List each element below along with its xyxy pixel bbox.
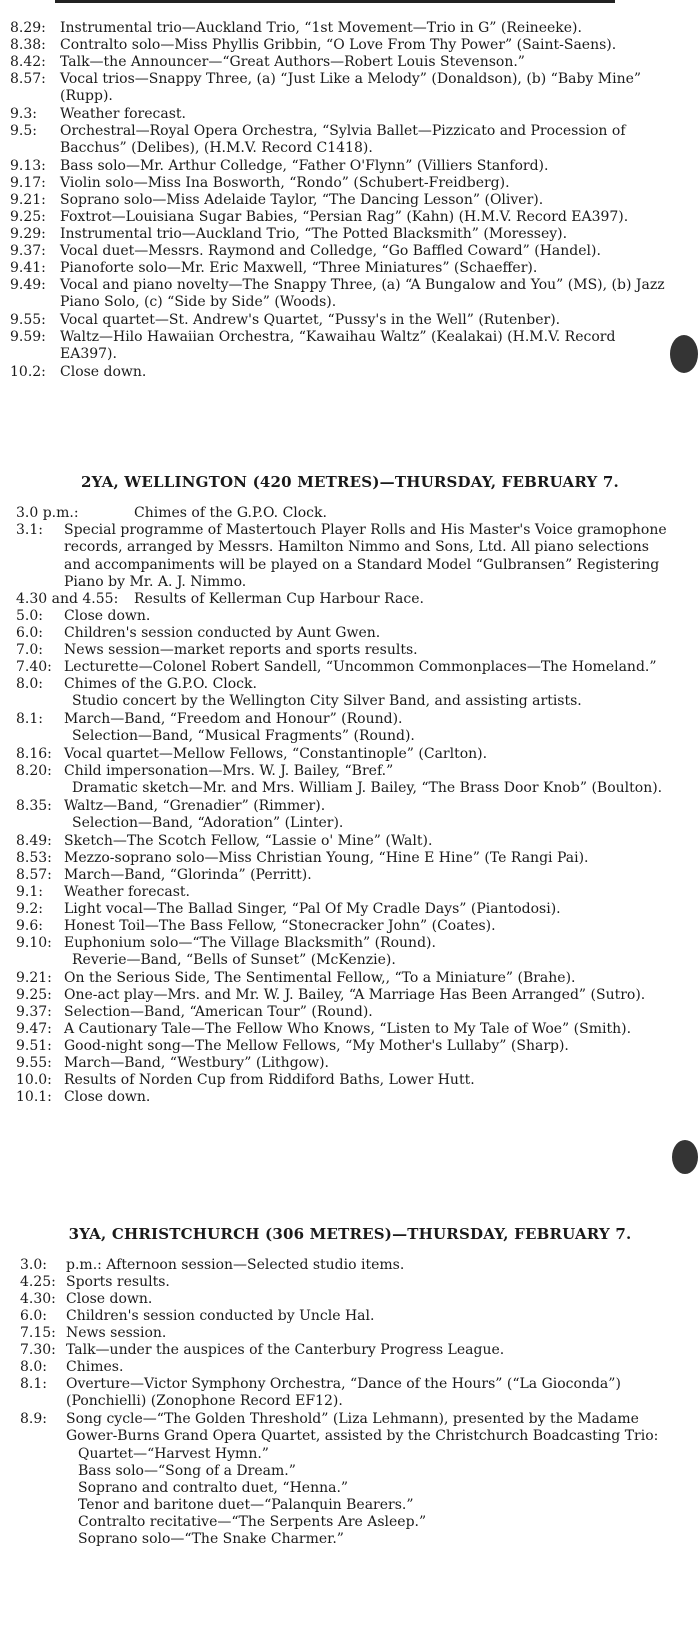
programme-entry xyxy=(20,1342,690,1359)
entry-text: Sports results. xyxy=(66,1274,170,1290)
entry-text: Results of Norden Cup from Riddiford Baths, Lower Hutt. xyxy=(64,1072,475,1088)
entry-time: 9.2: xyxy=(16,901,43,917)
programme-entry xyxy=(10,37,690,54)
entry-text: Violin solo—Miss Ina Bosworth, “Rondo” (Schubert-Freidberg). xyxy=(60,175,510,191)
entry-time: 10.2: xyxy=(10,364,46,380)
song-cycle-item: Quartet—“Harvest Hymn.” xyxy=(78,1446,269,1462)
entry-time: 7.30: xyxy=(20,1342,56,1358)
programme-entry xyxy=(10,243,690,260)
programme-entry xyxy=(16,833,690,850)
programme-entry xyxy=(16,746,690,763)
entry-text: Honest Toil—The Bass Fellow, “Stonecracker John” (Coates). xyxy=(64,918,496,934)
programme-entry xyxy=(20,1411,690,1446)
entry-time: 9.10: xyxy=(16,935,52,951)
programme-entry xyxy=(16,970,690,987)
song-cycle-item: Bass solo—“Song of a Dream.” xyxy=(78,1463,296,1479)
entry-text: Results of Kellerman Cup Harbour Race. xyxy=(134,591,424,607)
programme-entry xyxy=(16,642,690,659)
entry-time: 8.35: xyxy=(16,798,52,814)
programme-entry xyxy=(10,312,690,329)
entry-time: 3.0: xyxy=(20,1257,47,1273)
entry-time: 8.0: xyxy=(16,676,43,692)
entry-time: 8.1: xyxy=(20,1376,47,1392)
entry-subline: Reverie—Band, “Bells of Sunset” (McKenzie). xyxy=(72,952,396,969)
entry-text: Instrumental trio—Auckland Trio, “1st Movement—Trio in G” (Reineeke). xyxy=(60,20,582,36)
entry-time: 10.0: xyxy=(16,1072,52,1088)
programme-entry xyxy=(10,175,690,192)
entry-time: 9.29: xyxy=(10,226,46,242)
programme-entry xyxy=(16,608,690,625)
entry-time: 9.59: xyxy=(10,329,46,345)
ink-blot xyxy=(670,335,698,373)
entry-text: Talk—the Announcer—“Great Authors—Robert Louis Stevenson.” xyxy=(60,54,525,70)
entry-time: 8.20: xyxy=(16,763,52,779)
entry-time: 9.1: xyxy=(16,884,43,900)
entry-text: Pianoforte solo—Mr. Eric Maxwell, “Three Miniatures” (Schaeffer). xyxy=(60,260,538,276)
programme-entry xyxy=(10,226,690,243)
entry-text: Waltz—Band, “Grenadier” (Rimmer). xyxy=(64,798,326,814)
programme-entry xyxy=(20,1308,690,1325)
entry-time: 4.30 and 4.55: xyxy=(16,591,119,607)
programme-entry xyxy=(16,850,690,867)
entry-subline: Studio concert by the Wellington City Silver Band, and assisting artists. xyxy=(72,693,582,710)
programme-entry xyxy=(10,20,690,37)
programme-entry xyxy=(20,1359,690,1376)
entry-time: 9.51: xyxy=(16,1038,52,1054)
song-cycle-item: Soprano solo—“The Snake Charmer.” xyxy=(78,1531,344,1547)
entry-time: 9.47: xyxy=(16,1021,52,1037)
entry-text: p.m.: Afternoon session—Selected studio items. xyxy=(66,1257,405,1273)
programme-entry xyxy=(10,158,690,175)
entry-time: 9.5: xyxy=(10,123,37,139)
programme-entry xyxy=(16,763,690,798)
entry-text: Talk—under the auspices of the Canterbury Progress League. xyxy=(66,1342,505,1358)
programme-entry xyxy=(10,329,690,364)
entry-text: One-act play—Mrs. and Mr. W. J. Bailey, “A Marriage Has Been Arranged” (Sutro). xyxy=(64,987,646,1003)
entry-time: 8.1: xyxy=(16,711,43,727)
programme-entry xyxy=(16,884,690,901)
programme-entry xyxy=(16,591,690,608)
programme-entry xyxy=(16,1004,690,1021)
entry-text: Weather forecast. xyxy=(60,106,186,122)
programme-entry xyxy=(10,123,690,158)
entry-text: Vocal duet—Messrs. Raymond and Colledge, “Go Baffled Coward” (Handel). xyxy=(60,243,601,259)
programme-entry xyxy=(16,935,690,970)
programme-entry xyxy=(10,71,690,106)
programme-entry xyxy=(16,987,690,1004)
entry-time: 9.21: xyxy=(16,970,52,986)
entry-text: Good-night song—The Mellow Fellows, “My Mother's Lullaby” (Sharp). xyxy=(64,1038,569,1054)
programme-entry xyxy=(16,798,690,833)
programme-entry xyxy=(16,625,690,642)
programme-entry xyxy=(16,522,690,591)
entry-time: 9.13: xyxy=(10,158,46,174)
entry-time: 7.15: xyxy=(20,1325,56,1341)
entry-subline: Selection—Band, “Musical Fragments” (Round). xyxy=(72,728,415,745)
entry-text: Close down. xyxy=(64,608,151,624)
entry-time: 9.6: xyxy=(16,918,43,934)
programme-entry xyxy=(20,1257,690,1274)
entry-text: March—Band, “Freedom and Honour” (Round). xyxy=(64,711,403,727)
song-cycle-item: Soprano and contralto duet, “Henna.” xyxy=(78,1480,349,1496)
entry-text: Close down. xyxy=(60,364,147,380)
programme-entry xyxy=(10,54,690,71)
entry-time: 6.0: xyxy=(16,625,43,641)
entry-text: Vocal quartet—St. Andrew's Quartet, “Pussy's in the Well” (Rutenber). xyxy=(60,312,561,328)
entry-time: 9.41: xyxy=(10,260,46,276)
programme-entry xyxy=(10,209,690,226)
programme-entry xyxy=(10,277,690,312)
ink-blot xyxy=(672,1140,698,1174)
entry-text: Orchestral—Royal Opera Orchestra, “Sylvia Ballet—Pizzicato and Procession of Bacchus” (Delibes), (H.M.V. Record C1418). xyxy=(60,123,626,157)
entry-time: 8.29: xyxy=(10,20,46,36)
entry-time: 3.1: xyxy=(16,522,43,538)
entry-time: 9.55: xyxy=(10,312,46,328)
entry-time: 7.0: xyxy=(16,642,43,658)
programme-entry xyxy=(16,1038,690,1055)
entry-text: Chimes of the G.P.O. Clock. xyxy=(134,505,327,521)
entry-text: Children's session conducted by Uncle Hal. xyxy=(66,1308,375,1324)
programme-entry xyxy=(20,1376,690,1411)
section-heading-2ya: 2YA, WELLINGTON (420 METRES)—THURSDAY, FEBRUARY 7. xyxy=(81,473,619,491)
entry-text: Close down. xyxy=(64,1089,151,1105)
entry-time: 3.0 p.m.: xyxy=(16,505,79,521)
entry-text: Bass solo—Mr. Arthur Colledge, “Father O'Flynn” (Villiers Stanford). xyxy=(60,158,549,174)
entry-time: 7.40: xyxy=(16,659,52,675)
entry-text: Vocal quartet—Mellow Fellows, “Constantinople” (Carlton). xyxy=(64,746,488,762)
programme-entry xyxy=(10,192,690,209)
entry-time: 4.30: xyxy=(20,1291,56,1307)
programme-entry xyxy=(16,918,690,935)
entry-text: Mezzo-soprano solo—Miss Christian Young, “Hine E Hine” (Te Rangi Pai). xyxy=(64,850,589,866)
entry-text: Sketch—The Scotch Fellow, “Lassie o' Mine” (Walt). xyxy=(64,833,433,849)
programme-entry xyxy=(20,1325,690,1342)
programme-entry xyxy=(20,1274,690,1291)
entry-text: Chimes. xyxy=(66,1359,124,1375)
entry-time: 9.37: xyxy=(16,1004,52,1020)
song-cycle-item: Contralto recitative—“The Serpents Are Asleep.” xyxy=(78,1514,427,1530)
entry-time: 8.9: xyxy=(20,1411,47,1427)
top-rule xyxy=(55,0,615,3)
entry-time: 8.53: xyxy=(16,850,52,866)
entry-text: Vocal trios—Snappy Three, (a) “Just Like a Melody” (Donaldson), (b) “Baby Mine” (Rupp). xyxy=(60,71,642,105)
entry-text: Chimes of the G.P.O. Clock. xyxy=(64,676,257,692)
entry-time: 9.55: xyxy=(16,1055,52,1071)
entry-text: Light vocal—The Ballad Singer, “Pal Of My Cradle Days” (Piantodosi). xyxy=(64,901,561,917)
programme-entry xyxy=(16,901,690,918)
entry-subline: Dramatic sketch—Mr. and Mrs. William J. Bailey, “The Brass Door Knob” (Boulton). xyxy=(72,780,663,797)
entry-text: Instrumental trio—Auckland Trio, “The Potted Blacksmith” (Moressey). xyxy=(60,226,568,242)
entry-text: Contralto solo—Miss Phyllis Gribbin, “O Love From Thy Power” (Saint-Saens). xyxy=(60,37,617,53)
entry-time: 6.0: xyxy=(20,1308,47,1324)
entry-text: Lecturette—Colonel Robert Sandell, “Uncommon Commonplaces—The Homeland.” xyxy=(64,659,657,675)
entry-time: 8.49: xyxy=(16,833,52,849)
entry-time: 9.25: xyxy=(10,209,46,225)
entry-text: Selection—Band, “American Tour” (Round). xyxy=(64,1004,373,1020)
entry-time: 8.57: xyxy=(10,71,46,87)
programme-entry xyxy=(10,106,690,123)
programme-entry xyxy=(10,364,690,381)
entry-text: Weather forecast. xyxy=(64,884,190,900)
entry-text: Overture—Victor Symphony Orchestra, “Dance of the Hours” (“La Gioconda”) (Ponchielli) (Zonophone Record EF12). xyxy=(66,1376,621,1410)
entry-time: 9.17: xyxy=(10,175,46,191)
entry-time: 4.25: xyxy=(20,1274,56,1290)
entry-time: 9.21: xyxy=(10,192,46,208)
entry-time: 8.42: xyxy=(10,54,46,70)
entry-text: March—Band, “Westbury” (Lithgow). xyxy=(64,1055,329,1071)
entry-time: 8.57: xyxy=(16,867,52,883)
entry-text: News session—market reports and sports results. xyxy=(64,642,418,658)
entry-text: Euphonium solo—“The Village Blacksmith” (Round). xyxy=(64,935,436,951)
song-cycle-item: Tenor and baritone duet—“Palanquin Bearers.” xyxy=(78,1497,414,1513)
entry-text: Close down. xyxy=(66,1291,153,1307)
entry-text: Vocal and piano novelty—The Snappy Three, (a) “A Bungalow and You” (MS), (b) Jazz Piano Solo, (c) “Side by Side” (Woods). xyxy=(60,277,665,311)
entry-time: 9.49: xyxy=(10,277,46,293)
entry-text: Soprano solo—Miss Adelaide Taylor, “The Dancing Lesson” (Oliver). xyxy=(60,192,544,208)
entry-time: 9.25: xyxy=(16,987,52,1003)
entry-text: On the Serious Side, The Sentimental Fellow,, “To a Miniature” (Brahe). xyxy=(64,970,576,986)
programme-entry xyxy=(16,659,690,676)
programme-entry xyxy=(16,1021,690,1038)
entry-time: 10.1: xyxy=(16,1089,52,1105)
programme-entry xyxy=(16,1089,690,1106)
programme-entry xyxy=(20,1291,690,1308)
entry-time: 8.38: xyxy=(10,37,46,53)
entry-text: March—Band, “Glorinda” (Perritt). xyxy=(64,867,312,883)
programme-entry xyxy=(16,1055,690,1072)
programme-entry xyxy=(16,676,690,711)
programme-entry xyxy=(16,867,690,884)
programme-entry xyxy=(16,711,690,746)
entry-subline: Selection—Band, “Adoration” (Linter). xyxy=(72,815,344,832)
entry-text: Children's session conducted by Aunt Gwen. xyxy=(64,625,381,641)
entry-text: News session. xyxy=(66,1325,167,1341)
entry-text: A Cautionary Tale—The Fellow Who Knows, “Listen to My Tale of Woe” (Smith). xyxy=(64,1021,632,1037)
programme-entry xyxy=(16,1072,690,1089)
entry-time: 9.37: xyxy=(10,243,46,259)
programme-entry xyxy=(16,505,690,522)
entry-text: Waltz—Hilo Hawaiian Orchestra, “Kawaihau Waltz” (Kealakai) (H.M.V. Record EA397). xyxy=(60,329,616,363)
section-heading-3ya: 3YA, CHRISTCHURCH (306 METRES)—THURSDAY, FEBRUARY 7. xyxy=(68,1225,632,1243)
entry-text: Child impersonation—Mrs. W. J. Bailey, “Bref.” xyxy=(64,763,394,779)
entry-time: 8.16: xyxy=(16,746,52,762)
entry-time: 9.3: xyxy=(10,106,37,122)
entry-text: Foxtrot—Louisiana Sugar Babies, “Persian Rag” (Kahn) (H.M.V. Record EA397). xyxy=(60,209,629,225)
entry-time: 5.0: xyxy=(16,608,43,624)
programme-entry xyxy=(10,260,690,277)
entry-text: Song cycle—“The Golden Threshold” (Liza Lehmann), presented by the Madame Gower-Burns Grand Opera Quartet, assisted by the Christchurch Boadcasting Trio: xyxy=(66,1411,659,1445)
entry-text: Special programme of Mastertouch Player Rolls and His Master's Voice gramophone records, arranged by Messrs. Hamilton Nimmo and Sons, Ltd. All piano selections and accompaniments will be played on a Standard Model “Gulbransen” Registering Piano by Mr. A. J. Nimmo. xyxy=(64,522,667,590)
entry-time: 8.0: xyxy=(20,1359,47,1375)
